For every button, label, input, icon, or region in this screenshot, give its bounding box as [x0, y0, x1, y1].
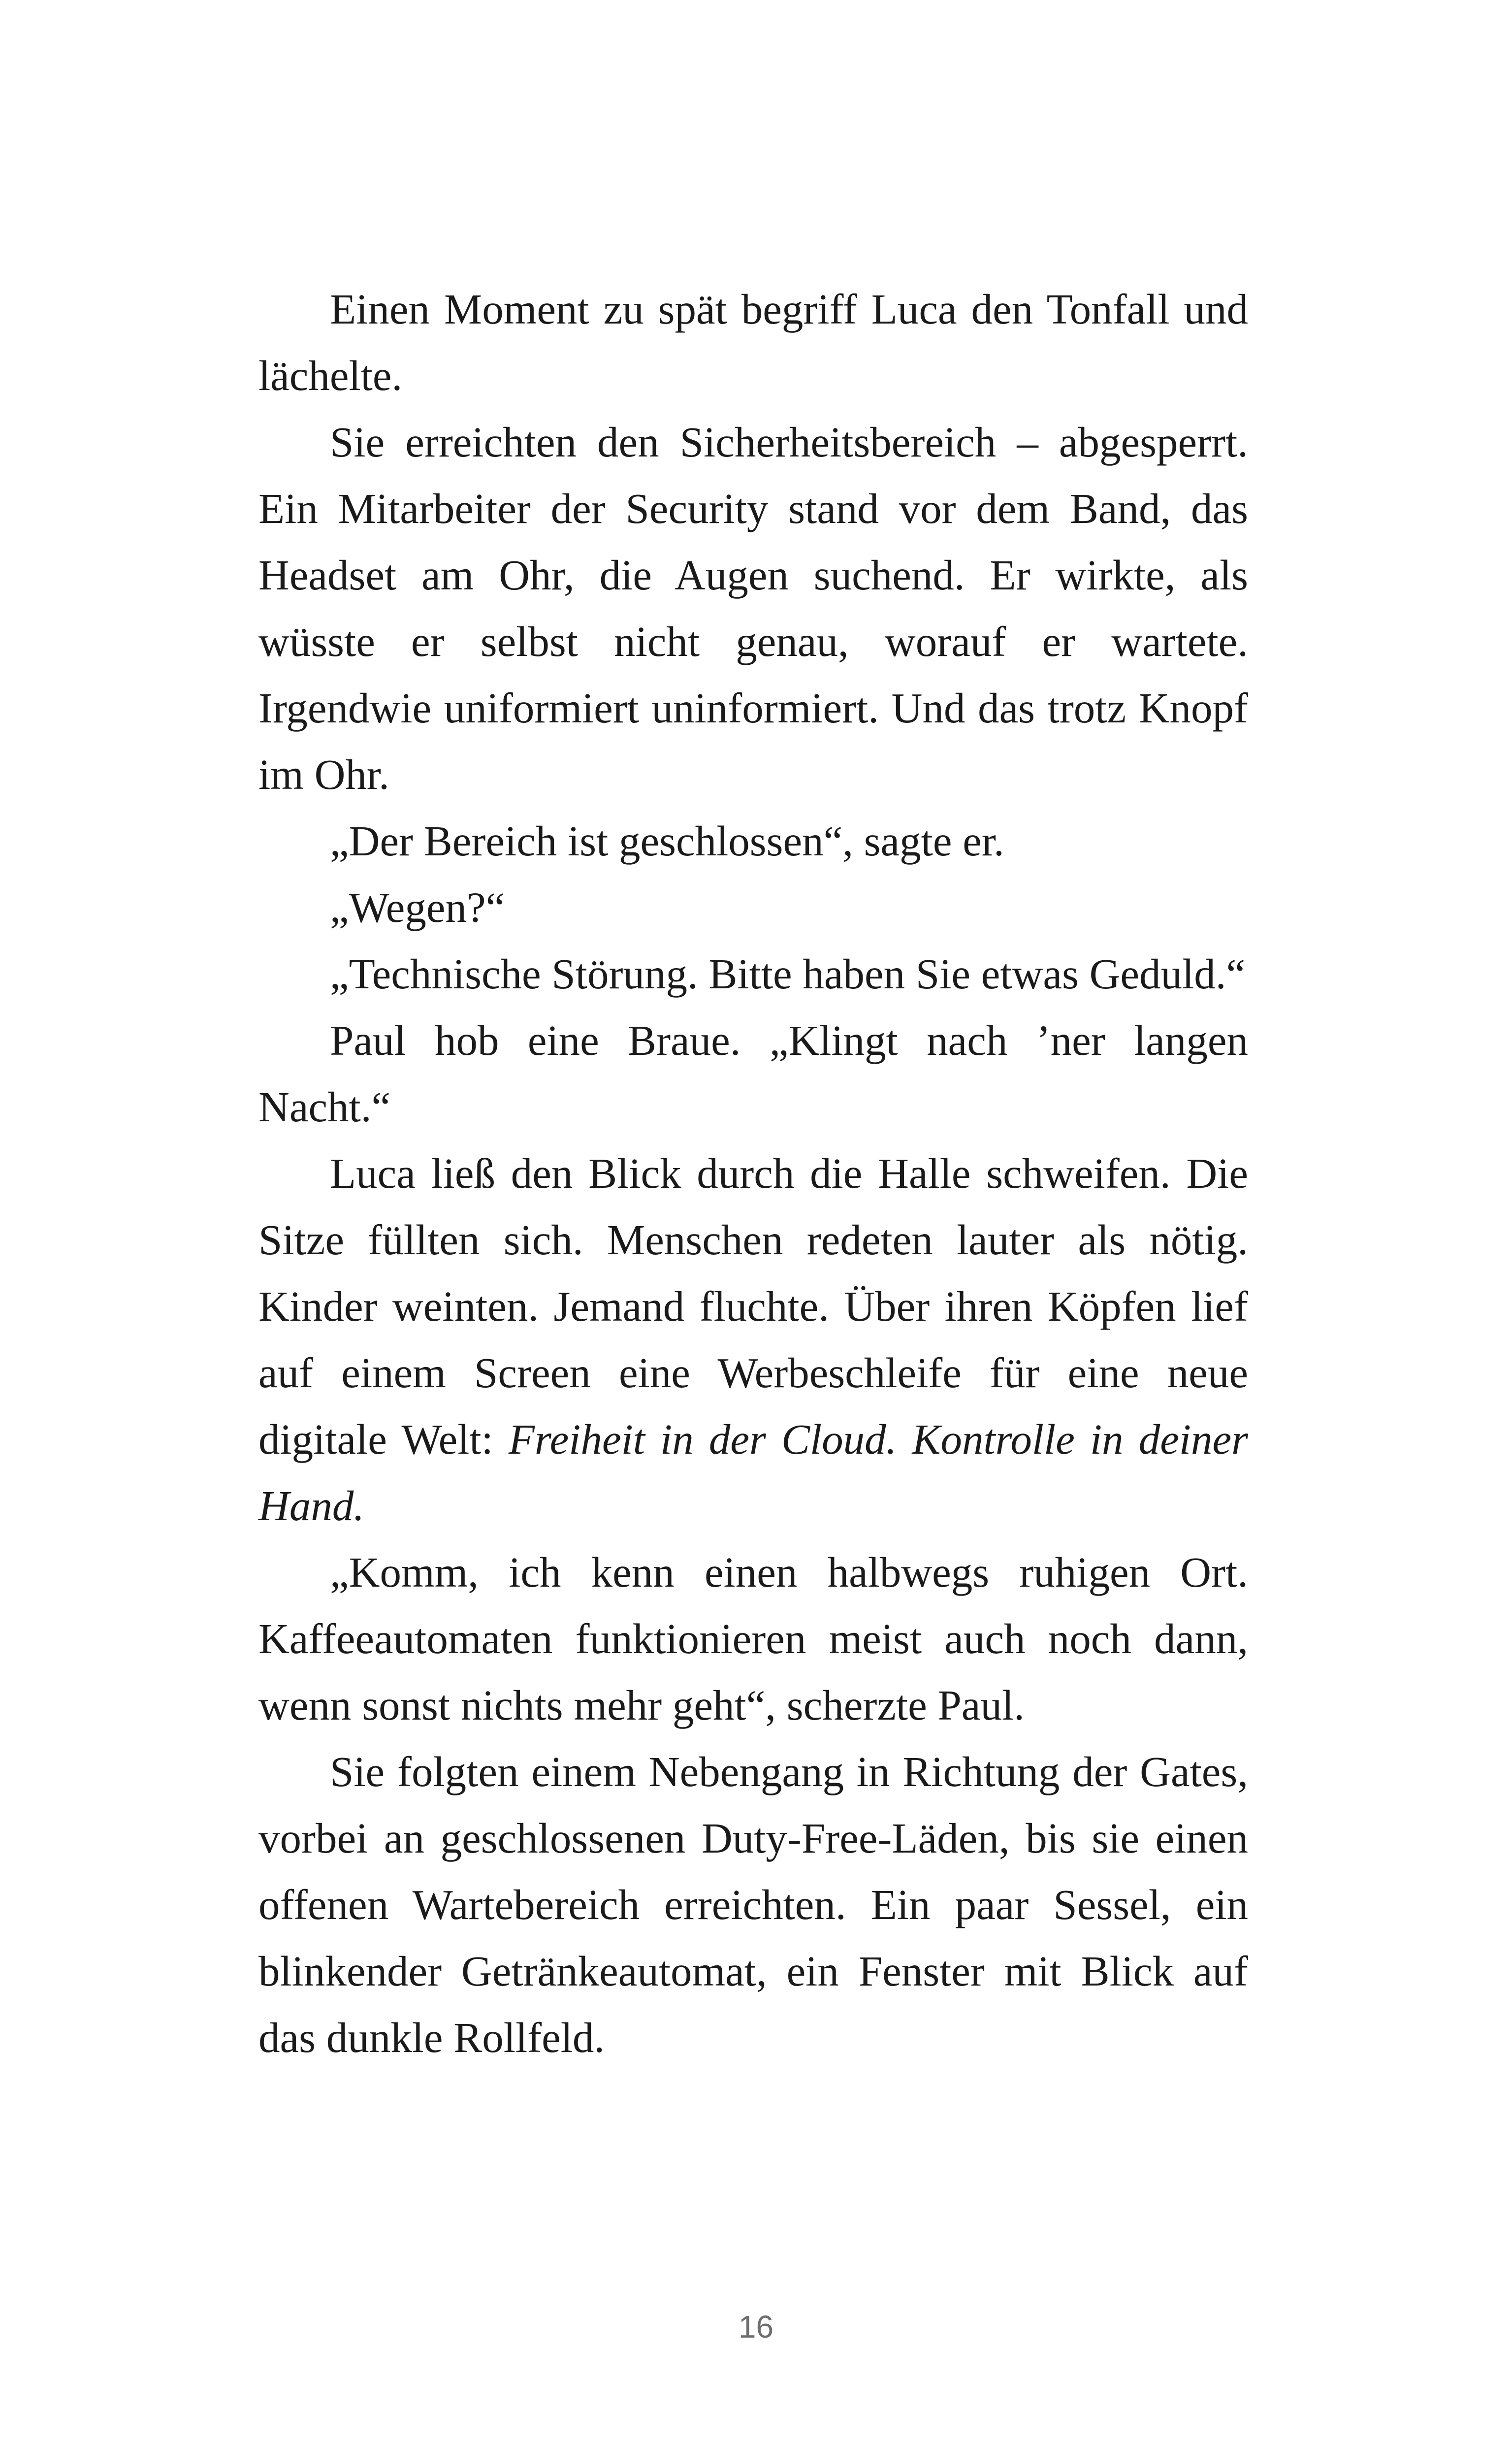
italic-slogan: Freiheit in der Cloud. Kontrolle in deiner Hand.	[258, 1415, 1248, 1530]
paragraph: Sie folgten einem Nebengang in Richtung der Gates, vorbei an geschlossenen Duty-Free-Läden, bis sie einen offenen Wartebereich erreichten. Ein paar Sessel, ein blinkender Getränkeautomat, ein Fenster mit Blick auf das dunkle Rollfeld.	[258, 1748, 1248, 2061]
paragraph: Paul hob eine Braue. „Klingt nach ’ner langen Nacht.“	[258, 1016, 1248, 1131]
paragraph: Sie erreichten den Sicherheitsbereich – abgesperrt. Ein Mitarbeiter der Security stand vor dem Band, das Headset am Ohr, die Augen suchend. Er wirkte, als wüsste er selbst nicht genau, worauf er wartete. Irgendwie uniformiert uninformiert. Und das trotz Knopf im Ohr.	[258, 418, 1248, 798]
paragraph: Einen Moment zu spät begriff Luca den Tonfall und lächelte.	[258, 285, 1248, 399]
body-text	[258, 276, 1248, 2071]
paragraph-text: Luca ließ den Blick durch die Halle schweifen. Die Sitze füllten sich. Menschen redeten lauter als nötig. Kinder weinten. Jemand fluchte. Über ihren Köpfen lief auf einem Screen eine Werbeschleife für eine neue digitale Welt:	[258, 1149, 1248, 1463]
page-number: 16	[738, 2309, 774, 2345]
paragraph: „Komm, ich kenn einen halbwegs ruhigen Ort. Kaffeeautomaten funktionieren meist auch noch dann, wenn sonst nichts mehr geht“, scherzte Paul.	[258, 1548, 1248, 1729]
paragraph: „Wegen?“	[330, 883, 505, 931]
paragraph: „Technische Störung. Bitte haben Sie etwas Geduld.“	[330, 950, 1246, 998]
paragraph	[258, 1140, 1248, 1539]
paragraph: „Der Bereich ist geschlossen“, sagte er.	[330, 817, 1004, 865]
